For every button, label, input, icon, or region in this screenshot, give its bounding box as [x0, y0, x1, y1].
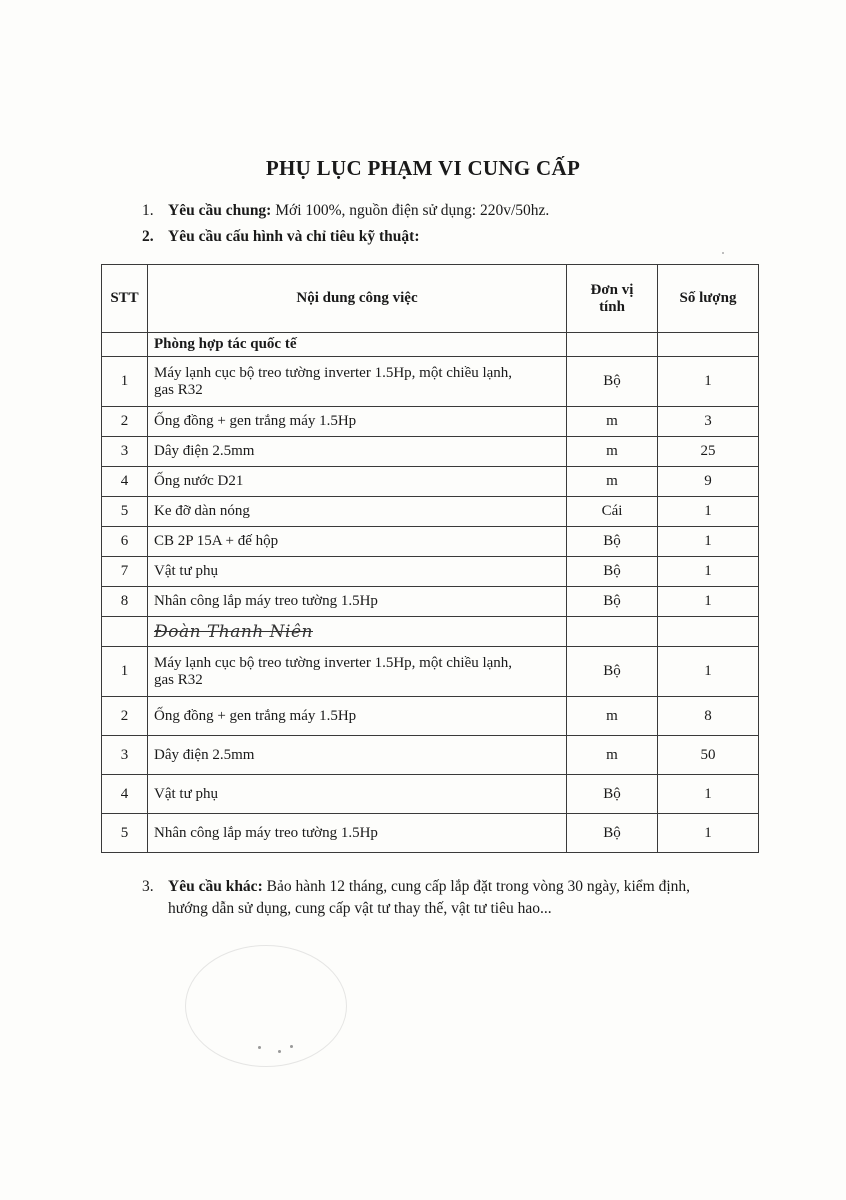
- row-quantity: 50: [658, 736, 759, 775]
- row-stt: 3: [102, 736, 148, 775]
- group-empty-cell: [567, 333, 658, 357]
- row-unit: Bộ: [567, 357, 658, 407]
- header-quantity: Số lượng: [658, 265, 759, 333]
- table-row: [102, 527, 759, 557]
- table-row: [102, 357, 759, 407]
- row-content: Vật tư phụ: [148, 557, 567, 587]
- row-unit: Bộ: [567, 587, 658, 617]
- row-quantity: 1: [658, 775, 759, 814]
- row-quantity: 1: [658, 357, 759, 407]
- table-header-row: [102, 265, 759, 333]
- row-stt: 2: [102, 407, 148, 437]
- row-content-line1: Máy lạnh cục bộ treo tường inverter 1.5Hp, một chiều lạnh,: [154, 364, 513, 381]
- stamp-dot: [278, 1050, 281, 1053]
- requirement-config: [142, 228, 419, 246]
- row-stt: 1: [102, 357, 148, 407]
- row-content: CB 2P 15A + đế hộp: [148, 527, 567, 557]
- row-quantity: 3: [658, 407, 759, 437]
- header-unit: [567, 265, 658, 333]
- requirement-text: Mới 100%, nguồn điện sử dụng: 220v/50hz.: [271, 202, 550, 219]
- table-row: [102, 497, 759, 527]
- row-quantity: 1: [658, 647, 759, 697]
- requirement-number: 3.: [142, 878, 154, 895]
- row-content-line1: Máy lạnh cục bộ treo tường inverter 1.5Hp, một chiều lạnh,: [154, 654, 513, 671]
- header-stt: STT: [102, 265, 148, 333]
- row-quantity: 8: [658, 697, 759, 736]
- row-content: Ống đồng + gen trắng máy 1.5Hp: [148, 407, 567, 437]
- row-unit: m: [567, 697, 658, 736]
- group-name: Phòng hợp tác quốc tế: [148, 333, 567, 357]
- row-quantity: 1: [658, 587, 759, 617]
- row-quantity: 1: [658, 814, 759, 853]
- requirement-text-line1: Bảo hành 12 tháng, cung cấp lắp đặt trong vòng 30 ngày, kiểm định,: [262, 878, 691, 895]
- row-stt: 5: [102, 814, 148, 853]
- row-content: [148, 647, 567, 697]
- requirement-label: Yêu cầu chung:: [168, 202, 272, 219]
- header-unit-line2: tính: [599, 298, 625, 315]
- group-empty-cell: [102, 333, 148, 357]
- header-content: Nội dung công việc: [148, 265, 567, 333]
- row-quantity: 25: [658, 437, 759, 467]
- row-content: Ống nước D21: [148, 467, 567, 497]
- group-row: [102, 617, 759, 647]
- group-row: [102, 333, 759, 357]
- table-row: [102, 814, 759, 853]
- row-quantity: 1: [658, 557, 759, 587]
- group-empty-cell: [658, 333, 759, 357]
- row-content: Ống đồng + gen trắng máy 1.5Hp: [148, 697, 567, 736]
- row-stt: 4: [102, 467, 148, 497]
- row-quantity: 1: [658, 527, 759, 557]
- scan-speck: [722, 252, 724, 254]
- row-unit: Bộ: [567, 647, 658, 697]
- row-content: [148, 357, 567, 407]
- row-unit: m: [567, 437, 658, 467]
- table-row: [102, 736, 759, 775]
- table-row: [102, 647, 759, 697]
- row-stt: 4: [102, 775, 148, 814]
- row-quantity: 9: [658, 467, 759, 497]
- table-row: [102, 437, 759, 467]
- scope-table: [101, 264, 759, 853]
- group-empty-cell: [102, 617, 148, 647]
- row-content: Dây điện 2.5mm: [148, 736, 567, 775]
- table-row: [102, 775, 759, 814]
- row-content-line2: gas R32: [154, 671, 203, 688]
- row-unit: m: [567, 467, 658, 497]
- row-stt: 8: [102, 587, 148, 617]
- row-content-line2: gas R32: [154, 381, 203, 398]
- group-empty-cell: [658, 617, 759, 647]
- row-unit: Cái: [567, 497, 658, 527]
- row-content: Nhân công lắp máy treo tường 1.5Hp: [148, 587, 567, 617]
- row-unit: m: [567, 407, 658, 437]
- requirement-number: 2.: [142, 228, 154, 245]
- document-title: PHỤ LỤC PHẠM VI CUNG CẤP: [265, 156, 581, 180]
- table-row: [102, 467, 759, 497]
- requirement-general: [142, 202, 549, 220]
- row-stt: 6: [102, 527, 148, 557]
- table-row: [102, 697, 759, 736]
- stamp-dot: [258, 1046, 261, 1049]
- requirement-label: Yêu cầu cấu hình và chỉ tiêu kỹ thuật:: [168, 228, 420, 245]
- row-stt: 3: [102, 437, 148, 467]
- requirement-number: 1.: [142, 202, 154, 219]
- table-row: [102, 407, 759, 437]
- row-unit: Bộ: [567, 527, 658, 557]
- stamp-dot: [290, 1045, 293, 1048]
- row-quantity: 1: [658, 497, 759, 527]
- row-unit: Bộ: [567, 814, 658, 853]
- row-stt: 2: [102, 697, 148, 736]
- requirement-label: Yêu cầu khác:: [168, 878, 263, 895]
- row-content: Dây điện 2.5mm: [148, 437, 567, 467]
- row-stt: 7: [102, 557, 148, 587]
- requirement-text-line2: hướng dẫn sử dụng, cung cấp vật tư thay thế, vật tư tiêu hao...: [168, 900, 552, 918]
- table-row: [102, 557, 759, 587]
- header-unit-line1: Đơn vị: [590, 281, 634, 298]
- row-content: Vật tư phụ: [148, 775, 567, 814]
- row-stt: 5: [102, 497, 148, 527]
- group-name-handwritten: [148, 617, 567, 647]
- row-unit: Bộ: [567, 557, 658, 587]
- requirement-other: [142, 876, 782, 921]
- row-content: Nhân công lắp máy treo tường 1.5Hp: [148, 814, 567, 853]
- table-row: [102, 587, 759, 617]
- row-unit: Bộ: [567, 775, 658, 814]
- row-stt: 1: [102, 647, 148, 697]
- row-unit: m: [567, 736, 658, 775]
- faded-stamp: [185, 945, 347, 1067]
- handwritten-group-name: Đoàn Thanh Niên: [154, 621, 313, 642]
- row-content: Ke đỡ dàn nóng: [148, 497, 567, 527]
- group-empty-cell: [567, 617, 658, 647]
